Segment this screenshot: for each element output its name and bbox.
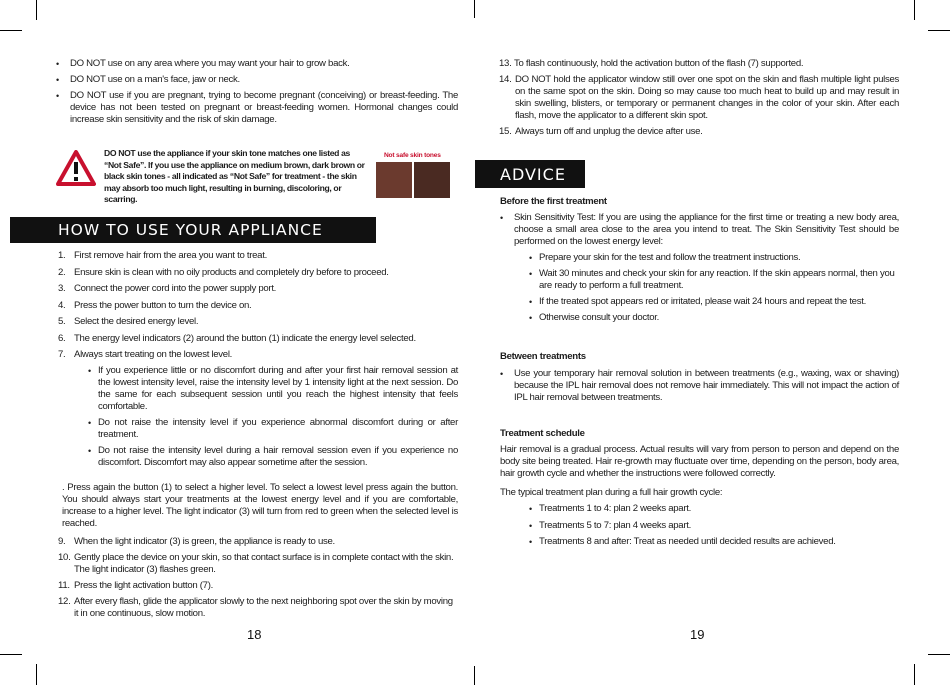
sub-item: • Wait 30 minutes and check your skin for any reaction. If the skin appears normal, then you are ready to perform a full treatment. <box>527 268 899 292</box>
step-item: 7. Always start treating on the lowest level. <box>58 349 233 360</box>
step-item: 3. Connect the power cord into the power supply port. <box>58 283 277 294</box>
sub-item: • If the treated spot appears red or irritated, please wait 24 hours and repeat the test. <box>527 296 899 308</box>
skin-tone-swatch-dark-brown <box>414 162 450 198</box>
step-item: 9. When the light indicator (3) is green, the appliance is ready to use. <box>58 536 335 547</box>
list-item-text: DO NOT use on a man's face, jaw or neck. <box>70 74 240 85</box>
step-item: 14. DO NOT hold the applicator window still over one spot on the skin and flash multiple light pulses on the same spot on the skin. Doing so may cause too much heat to build up and may result in skin swelling, blisters, or temporary or permanent changes in the color of your skin. After each flash, move the applicator to a different skin spot. <box>499 74 899 121</box>
plan-item: • Treatments 5 to 7: plan 4 weeks apart. <box>527 520 899 532</box>
before-sub-list <box>527 252 899 324</box>
list-item <box>56 58 458 70</box>
intro-bullet-list <box>56 58 458 126</box>
plan-item: • Treatments 8 and after: Treat as needed until decided results are achieved. <box>527 536 899 548</box>
list-item: • Use your temporary hair removal solution in between treatments (e.g., waxing, wax or shaving) because the IPL hair removal does not remove hair immediately. This will not impact the action of IPL hair removal between treatments. <box>500 368 899 404</box>
treatment-schedule-paragraph: Hair removal is a gradual process. Actual results will vary from person to person and depend on the body site being treated. Hair re-growth may fluctuate over time, depending on the person, body area, hair growth cycle and whether the instructions were followed correctly. <box>500 444 899 479</box>
step8-paragraph: . Press again the button (1) to select a higher level. To select a lowest level press again the button. You should always start your treatments at the lowest energy level and if you are comfortable, increase to a higher level. The light indicator (3) will turn from red to green when the selected level is reached. <box>62 482 458 529</box>
warning-text: DO NOT use the appliance if your skin tone matches one listed as “Not Safe”. If you use the appliance on medium brown, dark brown or black skin tones - all indicated as “Not Safe” for treatment - the skin may absorb too much light, resulting in burning, discoloring, or scarring. <box>104 148 365 205</box>
skin-tone-swatch-medium-brown <box>376 162 412 198</box>
step-item: 2. Ensure skin is clean with no oily products and completely dry before to proceed. <box>58 266 389 278</box>
sub-item: • Do not raise the intensity level if you experience abnormal discomfort during or after treatment. <box>86 417 458 441</box>
step-item: 5. Select the desired energy level. <box>58 316 199 327</box>
section-title-how-to-use: HOW TO USE YOUR APPLIANCE <box>10 217 376 243</box>
sub-item: • Do not raise the intensity level during a hair removal session even if you experience no discomfort. Discomfort may also appear sometime after the session. <box>86 445 458 469</box>
between-treatments-list <box>500 368 899 404</box>
sub-item: • Prepare your skin for the test and follow the treatment instructions. <box>527 252 899 264</box>
late-steps-list <box>58 536 458 620</box>
page-number-right: 19 <box>690 627 705 642</box>
warning-triangle-icon <box>56 150 96 186</box>
step-item: 10. Gently place the device on your skin, so that contact surface is in complete contact with the skin. The light indicator (3) flashes green. <box>58 552 454 575</box>
between-treatments-heading: Between treatments <box>500 351 586 362</box>
step-item: 11. Press the light activation button (7). <box>58 580 213 591</box>
before-treatment-list <box>500 212 899 248</box>
step7-sub-list <box>58 365 458 469</box>
step-item: 6. The energy level indicators (2) around the button (1) indicate the energy level selected. <box>58 332 416 344</box>
not-safe-label: Not safe skin tones <box>384 152 441 159</box>
step-item: 4. Press the power button to turn the device on. <box>58 299 252 311</box>
step-item: 12. After every flash, glide the applicator slowly to the next neighboring spot over the skin by moving it in one continuous, slow motion. <box>58 596 453 619</box>
sub-item: • Otherwise consult your doctor. <box>527 312 899 324</box>
list-item-text: DO NOT use if you are pregnant, trying to become pregnant (conceiving) or breast-feeding. The device has not been tested on pregnant or breast-feeding women. Hormonal changes could increase skin sensitivity and the risk of skin damage. <box>70 90 458 125</box>
page-number-left: 18 <box>247 627 262 642</box>
treatment-plan-list <box>527 503 899 548</box>
list-item <box>56 90 458 126</box>
treatment-schedule-heading: Treatment schedule <box>500 428 585 439</box>
step-item: 1. First remove hair from the area you want to treat. <box>58 250 267 261</box>
list-item-text: DO NOT use on any area where you may want your hair to grow back. <box>70 58 350 69</box>
list-item: • Skin Sensitivity Test: If you are using the appliance for the first time or treating a new body area, choose a small area close to the area you intend to treat. The Skin Sensitivity Test should be performed on the lowest energy level: <box>500 212 899 248</box>
treatment-plan-intro: The typical treatment plan during a full hair growth cycle: <box>500 487 723 498</box>
steps-list <box>58 250 458 469</box>
section-title-advice: ADVICE <box>475 160 585 188</box>
before-treatment-heading: Before the first treatment <box>500 196 607 207</box>
step-item: 15. Always turn off and unplug the device after use. <box>499 126 703 137</box>
sub-item: • If you experience little or no discomfort during and after your first hair removal session at the lowest intensity level, raise the intensity level by 1 intensity light at the next session. Do the same for each subsequent session until you reach the highest intensity that feels comfortable. <box>86 365 458 413</box>
page-right <box>475 0 950 685</box>
list-item <box>56 74 458 86</box>
steps-top-list <box>499 58 899 138</box>
plan-item: • Treatments 1 to 4: plan 2 weeks apart. <box>527 503 899 515</box>
step-item: 13. To flash continuously, hold the activation button of the flash (7) supported. <box>499 58 804 69</box>
